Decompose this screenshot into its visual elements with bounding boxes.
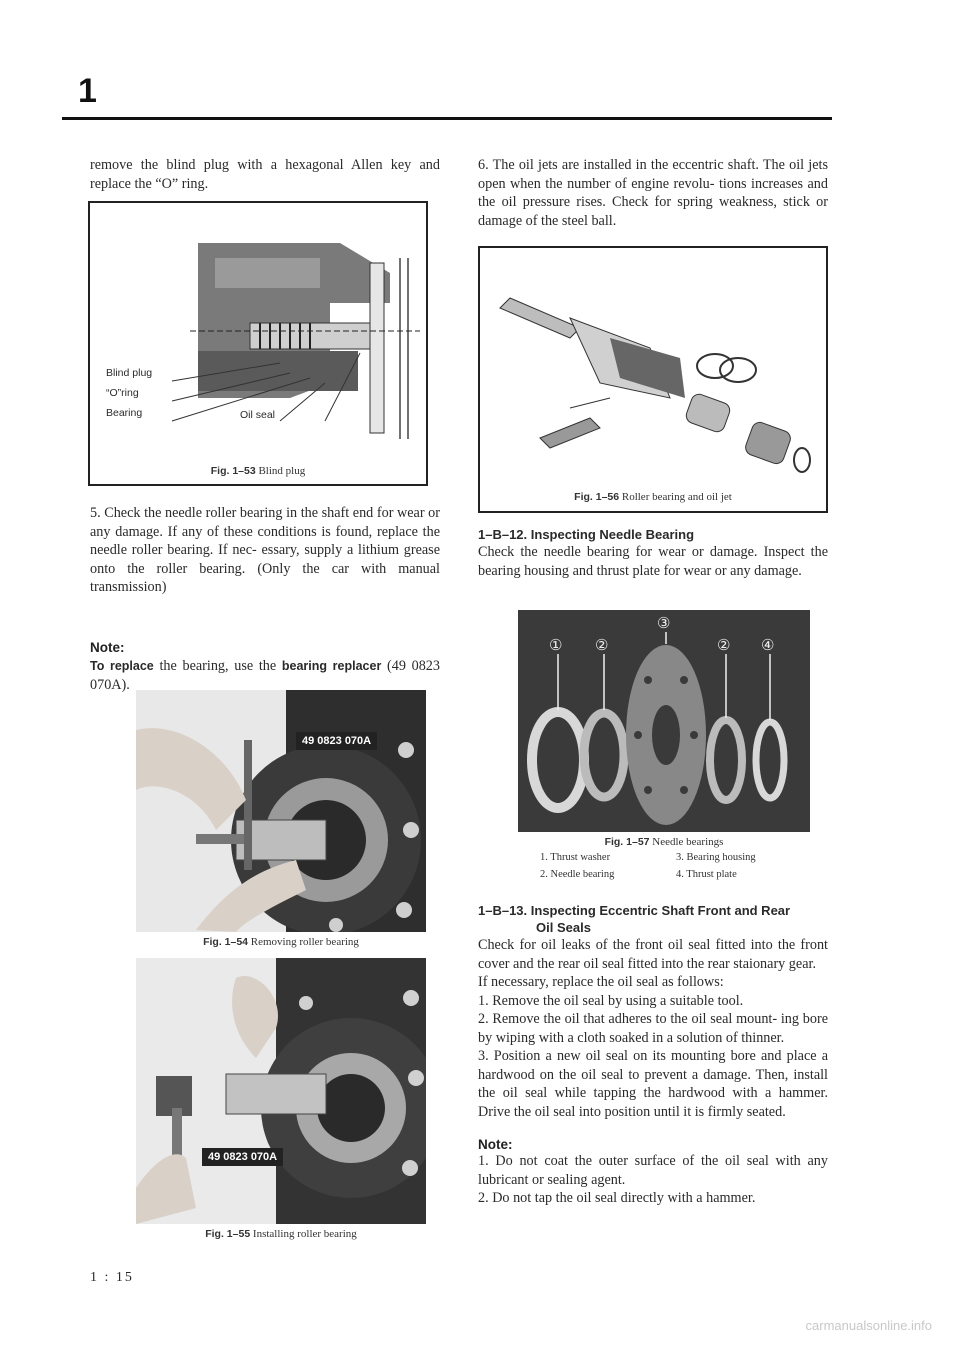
section-12-title: 1–B–12. Inspecting Needle Bearing — [478, 527, 695, 542]
marker-2a: ② — [595, 637, 609, 654]
step5-block — [90, 504, 440, 597]
legend-1: 1. Thrust washer — [540, 852, 611, 863]
step6-paragraph: 6. The oil jets are installed in the eccentric shaft. The oil jets open when the number of engine revolu- tions increases and the oil pressure rises. Check for spring weakness, stick or damage of the steel ball. — [478, 157, 828, 229]
section-13-step-2: 2. Remove the oil that adheres to the oil seal mount- ing bore by wiping with a cloth soaked in a solution of thinner. — [478, 1011, 828, 1046]
fig54-caption — [136, 936, 426, 948]
removing-bearing-photo — [136, 690, 426, 932]
fig53-number: Fig. 1–53 — [210, 465, 256, 477]
section-12 — [478, 526, 828, 580]
section-13-body-1: Check for oil leaks of the front oil seal fitted into the front cover and the rear oil seal fitted into the rear staionary gear. — [478, 937, 828, 972]
figure-oil-jet — [478, 246, 828, 513]
intro-paragraph: remove the blind plug with a hexagonal Allen key and replace the “O” ring. — [90, 157, 440, 192]
tool-label-2: 49 0823 070A — [202, 1148, 283, 1166]
note-plain-2: (49 0823 070A). — [90, 658, 440, 693]
section-13-title-2: Oil Seals — [536, 920, 591, 935]
section-13-title-1: 1–B–13. Inspecting Eccentric Shaft Front and Rear — [478, 903, 791, 918]
figure-installing-bearing — [136, 958, 426, 1224]
tool-label-1: 49 0823 070A — [296, 732, 377, 750]
header-rule — [62, 117, 832, 120]
fig57-number: Fig. 1–57 — [604, 836, 650, 848]
marker-2b: ② — [717, 637, 731, 654]
marker-4: ④ — [761, 637, 775, 654]
right-note-1: 1. Do not coat the outer surface of the oil seal with any lubricant or sealing agent. — [478, 1153, 828, 1188]
watermark: carmanualsonline.info — [805, 1318, 932, 1333]
marker-1: ① — [549, 637, 563, 654]
left-column — [90, 156, 440, 193]
step5-paragraph: 5. Check the needle roller bearing in the shaft end for wear or any damage. If any of these conditions is found, replace the needle roller bearing. If nec- essary, supply a lithium grease onto the roller bearing. (Only the car with manual transmission) — [90, 505, 440, 595]
fig53-caption-text: Blind plug — [258, 465, 306, 477]
fig54-caption-text: Removing roller bearing — [250, 936, 359, 948]
marker-3: ③ — [657, 615, 671, 632]
legend-2: 2. Needle bearing — [540, 869, 615, 880]
fig56-number: Fig. 1–56 — [574, 491, 620, 503]
section-13-body-2: If necessary, replace the oil seal as follows: — [478, 974, 724, 990]
label-bearing: Bearing — [106, 407, 143, 419]
note-emph-replace: To replace — [90, 659, 154, 673]
blind-plug-diagram — [90, 203, 426, 441]
step6-block — [478, 156, 828, 230]
section-12-body: Check the needle bearing for wear or damage. Inspect the bearing housing and thrust plate for wear or any damage. — [478, 544, 828, 579]
figure-needle-bearings — [518, 610, 810, 832]
right-note-title: Note: — [478, 1137, 513, 1152]
section-13-step-1: 1. Remove the oil seal by using a suitable tool. — [478, 992, 744, 1009]
fig55-number: Fig. 1–55 — [205, 1228, 251, 1240]
left-note-title: Note: — [90, 640, 125, 655]
section-13-step-3: 3. Position a new oil seal on its mounting bore and place a hardwood on the oil seal to prevent a damage. Then, install the oil seal while tapping the hardwood with a hammer. Drive the oil seal into position until it is firmly seated. — [478, 1048, 828, 1120]
right-note-2: 2. Do not tap the oil seal directly with a hammer. — [478, 1190, 756, 1206]
fig57-caption — [518, 836, 810, 848]
section-13 — [478, 902, 828, 1208]
fig55-caption — [136, 1228, 426, 1240]
fig56-caption — [480, 491, 826, 503]
installing-bearing-photo — [136, 958, 426, 1224]
label-oil-seal: Oil seal — [240, 409, 276, 421]
label-blind-plug: Blind plug — [106, 367, 153, 379]
oil-jet-drawing — [480, 248, 826, 484]
left-note-text — [90, 657, 440, 694]
legend-3: 3. Bearing housing — [676, 852, 756, 863]
chapter-number: 1 — [78, 72, 97, 110]
fig56-caption-text: Roller bearing and oil jet — [621, 491, 732, 503]
note-plain-1: the bearing, use the — [153, 658, 282, 674]
note-emph-tool: bearing replacer — [281, 659, 382, 673]
label-o-ring: “O”ring — [106, 387, 139, 399]
fig53-caption — [90, 465, 426, 477]
page-number: 1 : 15 — [90, 1270, 134, 1285]
fig54-number: Fig. 1–54 — [203, 936, 249, 948]
figure-blind-plug — [88, 201, 428, 486]
fig55-caption-text: Installing roller bearing — [252, 1228, 357, 1240]
figure-removing-bearing — [136, 690, 426, 932]
legend-4: 4. Thrust plate — [676, 869, 737, 880]
left-note — [90, 640, 440, 694]
fig57-caption-text: Needle bearings — [652, 836, 724, 848]
